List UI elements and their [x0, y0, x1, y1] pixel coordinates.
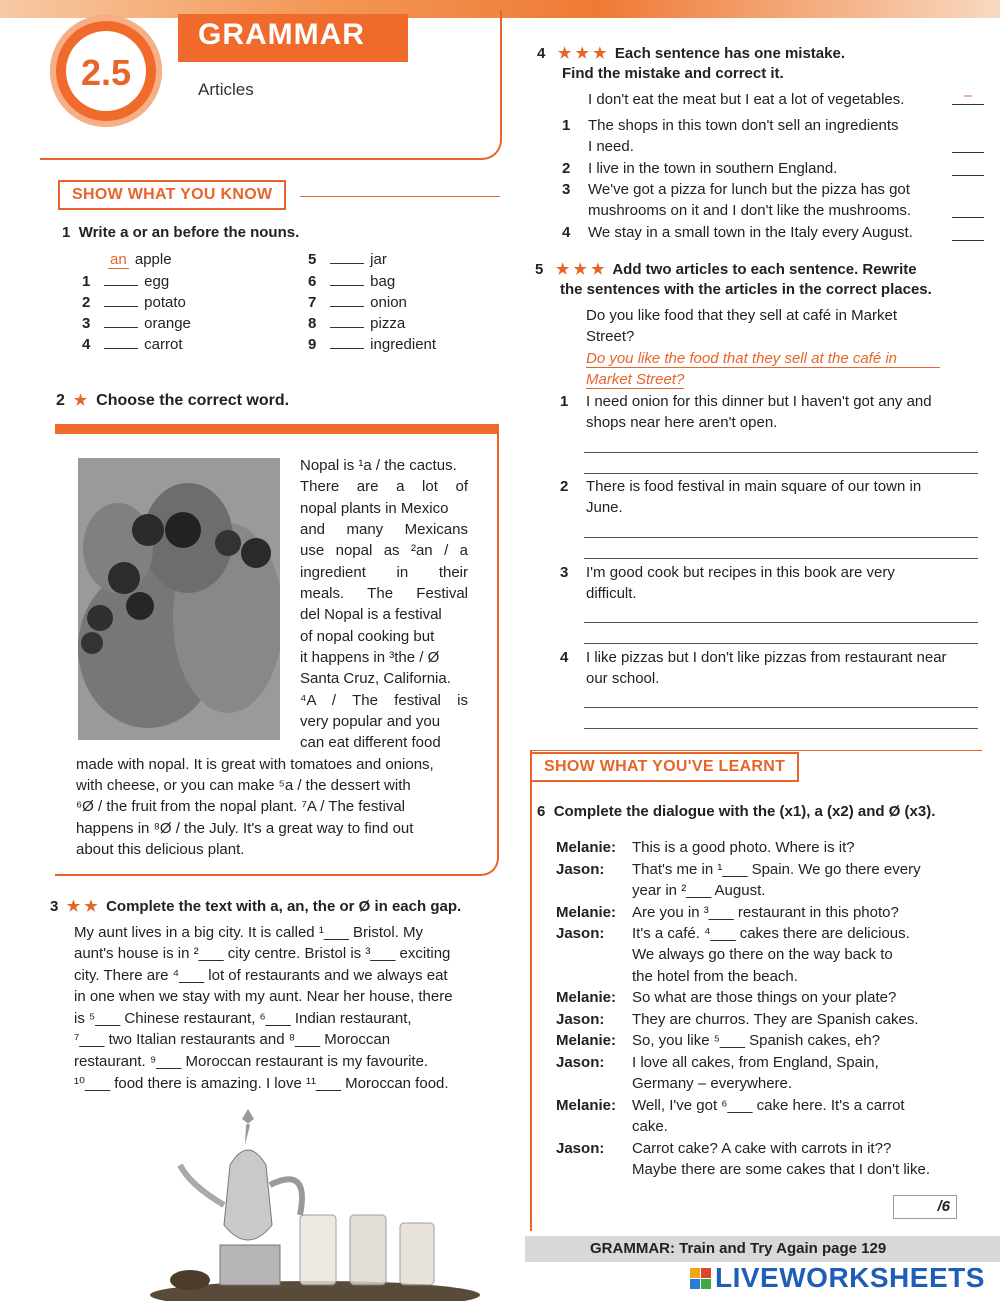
dialogue-line[interactable]: Are you in ³___ restaurant in this photo?	[632, 904, 899, 921]
ex3-line-3[interactable]: city. There are ⁴___ lot of restaurants and we always eat	[74, 967, 448, 984]
ex1-example-word: apple	[134, 251, 172, 268]
dialogue-line[interactable]: That's me in ¹___ Spain. We go there every	[632, 861, 921, 878]
ex3-line-7[interactable]: restaurant. ⁹___ Moroccan restaurant is my favourite.	[74, 1053, 429, 1070]
ex3-title: 3 ★ ★ Complete the text with a, an, the or Ø in each gap.	[50, 898, 462, 915]
swyl-label: SHOW WHAT YOU'VE LEARNT	[530, 752, 799, 782]
dialogue-speaker: Jason:	[556, 1140, 605, 1157]
ex3-line-5[interactable]: is ⁵___ Chinese restaurant, ⁶___ Indian restaurant,	[74, 1010, 412, 1027]
ex5-item-2-num: 2	[560, 478, 569, 495]
ex4-item-3-num: 3	[562, 181, 571, 198]
ex4-title: 4 ★ ★ ★ Each sentence has one mistake.	[537, 45, 845, 62]
ex2-line-11: Santa Cruz, California.	[300, 670, 451, 687]
ex1-example-answer: an	[110, 251, 127, 268]
ex3-line-4: in one when we stay with my aunt. Near her house, there	[74, 988, 453, 1005]
ex4-item-3-l2: mushrooms on it and I don't like the mushrooms.	[588, 202, 912, 219]
dialogue-speaker: Melanie:	[556, 904, 617, 921]
dialogue-speaker: Jason:	[556, 861, 605, 878]
ex1-item-7: 7 onion	[308, 294, 407, 311]
topic-title: Articles	[198, 80, 254, 99]
ex2-line-17[interactable]: ⁶Ø / the fruit from the nopal plant. ⁷A / The festival	[76, 798, 405, 815]
ex5-item-4-l1: I like pizzas but I don't like pizzas from restaurant near	[586, 649, 947, 666]
ex2-line-2: There are a lot of	[300, 478, 468, 495]
ex5-write-line[interactable]	[584, 643, 978, 644]
dialogue-line: Carrot cake? A cake with carrots in it??	[632, 1140, 892, 1157]
dialogue-line: the hotel from the beach.	[632, 968, 798, 985]
ex5-item-3-l2: difficult.	[586, 585, 637, 602]
ex3-line-1[interactable]: My aunt lives in a big city. It is called ¹___ Bristol. My	[74, 924, 424, 941]
swyk-rule	[300, 196, 500, 197]
dialogue-speaker: Melanie:	[556, 1032, 617, 1049]
ex4-item-1-num: 1	[562, 117, 571, 134]
ex5-title: 5 ★ ★ ★ Add two articles to each sentence. Rewrite	[535, 261, 917, 278]
ex3-line-8[interactable]: ¹⁰___ food there is amazing. I love ¹¹___ Moroccan food.	[74, 1075, 449, 1092]
ex1-title-text: Write a or an before the nouns.	[78, 224, 300, 241]
teapot-illustration	[150, 1105, 480, 1301]
ex1-item-9: 9 ingredient	[308, 336, 437, 353]
ex1-example	[106, 251, 172, 269]
dialogue-speaker: Jason:	[556, 925, 605, 942]
dialogue-speaker: Melanie:	[556, 839, 617, 856]
ex1-blank-7[interactable]	[330, 294, 364, 307]
ex1-item-3: 3 orange	[82, 315, 191, 332]
ex5-write-line[interactable]	[584, 558, 978, 559]
star-icon: ★	[73, 392, 88, 409]
ex1-blank-6[interactable]	[330, 273, 364, 286]
ex5-item-1-l2: shops near here aren't open.	[586, 414, 778, 431]
ex2-line-15: made with nopal. It is great with tomatoes and onions,	[76, 756, 434, 773]
star-icon: ★ ★	[66, 898, 98, 915]
ex1-item-6: 6 bag	[308, 273, 396, 290]
star-icon: ★ ★ ★	[557, 45, 607, 62]
ex4-example: I don't eat the meat but I eat a lot of vegetables.	[588, 91, 905, 108]
ex5-example-1: Do you like food that they sell at café in Market	[586, 307, 897, 324]
ex5-answer-1: Do you like the food that they sell at the café in	[586, 350, 940, 368]
ex5-write-line[interactable]	[584, 452, 978, 453]
dialogue-speaker: Jason:	[556, 1054, 605, 1071]
dialogue-line: I love all cakes, from England, Spain,	[632, 1054, 879, 1071]
ex2-line-12[interactable]: ⁴A / The festival is	[300, 692, 468, 709]
ex1-title	[62, 224, 299, 241]
ex5-item-3-l1: I'm good cook but recipes in this book are very	[586, 564, 895, 581]
ex2-title: 2 ★ Choose the correct word.	[56, 392, 290, 409]
brand-name: LIVEWORKSHEETS	[715, 1262, 985, 1293]
ex5-item-3-num: 3	[560, 564, 569, 581]
ex4-answer-4[interactable]	[952, 240, 984, 241]
ex2-line-19: about this delicious plant.	[76, 841, 245, 858]
cactus-photo	[78, 458, 280, 740]
dialogue-line: So what are those things on your plate?	[632, 989, 897, 1006]
star-icon: ★ ★ ★	[555, 261, 605, 278]
ex4-item-2-num: 2	[562, 160, 571, 177]
dialogue-line: Maybe there are some cakes that I don't like.	[632, 1161, 931, 1178]
section-title: GRAMMAR	[198, 18, 365, 51]
ex1-blank-8[interactable]	[330, 315, 364, 328]
ex3-line-2[interactable]: aunt's house is in ²___ city centre. Bristol is ³___ exciting	[74, 945, 451, 962]
ex4-item-4-l1: We stay in a small town in the Italy every August.	[588, 224, 913, 241]
ex2-line-18[interactable]: happens in ⁸Ø / the July. It's a great way to find out	[76, 820, 414, 837]
ex4-answer-1[interactable]	[952, 152, 984, 153]
ex4-item-1-l2: I need.	[588, 138, 634, 155]
ex1-blank-9[interactable]	[330, 336, 364, 349]
ex2-line-16[interactable]: with cheese, or you can make ⁵a / the dessert with	[76, 777, 411, 794]
ex1-item-4: 4 carrot	[82, 336, 183, 353]
ex1-num: 1	[62, 224, 71, 241]
ex5-item-2-l2: June.	[586, 499, 623, 516]
ex1-item-1: 1 egg	[82, 273, 170, 290]
ex1-blank-5[interactable]	[330, 251, 364, 264]
dialogue-line[interactable]: So, you like ⁵___ Spanish cakes, eh?	[632, 1032, 881, 1049]
ex2-line-5: use nopal as ²an / a	[300, 542, 468, 559]
ex1-blank-4[interactable]	[104, 336, 138, 349]
ex5-title2: the sentences with the articles in the correct places.	[560, 281, 932, 298]
footer-text[interactable]: GRAMMAR: Train and Try Again page 129	[590, 1240, 887, 1257]
ex5-write-line[interactable]	[584, 473, 978, 474]
ex5-write-line[interactable]	[584, 537, 978, 538]
ex4-item-1-l1: The shops in this town don't sell an ingredients	[588, 117, 899, 134]
ex5-write-line[interactable]	[584, 707, 978, 708]
unit-number: 2.5	[80, 52, 132, 93]
ex4-answer-2[interactable]	[952, 175, 984, 176]
ex5-item-4-l2: our school.	[586, 670, 660, 687]
ex2-line-8: del Nopal is a festival	[300, 606, 442, 623]
swyk-label: SHOW WHAT YOU KNOW	[58, 180, 286, 210]
dialogue-speaker: Jason:	[556, 1011, 605, 1028]
ex2-line-10[interactable]: it happens in ³the / Ø	[300, 649, 440, 666]
ex5-item-1-num: 1	[560, 393, 569, 410]
ex4-item-3-l1: We've got a pizza for lunch but the pizza has got	[588, 181, 910, 198]
ex5-example-2: Street?	[586, 328, 635, 345]
ex4-answer-3[interactable]	[952, 217, 984, 218]
ex5-answer-2: Market Street?	[586, 371, 685, 388]
dialogue-line: They are churros. They are Spanish cakes.	[632, 1011, 919, 1028]
ex1-blank-1[interactable]	[104, 273, 138, 286]
ex2-line-9: of nopal cooking but	[300, 628, 435, 645]
dialogue-line: We always go there on the way back to	[632, 946, 893, 963]
ex2-line-6: ingredient in their	[300, 564, 468, 581]
ex3-line-6[interactable]: ⁷___ two Italian restaurants and ⁸___ Moroccan	[74, 1031, 391, 1048]
dialogue-line[interactable]: Well, I've got ⁶___ cake here. It's a carrot	[632, 1097, 905, 1114]
dialogue-line: This is a good photo. Where is it?	[632, 839, 855, 856]
dialogue-line: cake.	[632, 1118, 668, 1135]
ex4-item-2-l1: I live in the town in southern England.	[588, 160, 838, 177]
dialogue-line: Germany – everywhere.	[632, 1075, 793, 1092]
ex5-item-1-l1: I need onion for this dinner but I haven't got any and	[586, 393, 932, 410]
ex1-item-2: 2 potato	[82, 294, 186, 311]
ex5-write-line[interactable]	[584, 622, 978, 623]
ex1-blank-2[interactable]	[104, 294, 138, 307]
ex2-line-1: Nopal is ¹a / the cactus.	[300, 457, 457, 474]
dialogue-line[interactable]: It's a café. ⁴___ cakes there are delicious.	[632, 925, 910, 942]
ex4-example-answer: –	[952, 87, 984, 105]
ex1-item-8: 8 pizza	[308, 315, 406, 332]
ex5-item-4-num: 4	[560, 649, 569, 666]
brand-icon	[690, 1268, 711, 1289]
ex4-item-4-num: 4	[562, 224, 571, 241]
ex6-title: 6 Complete the dialogue with the (x1), a (x2) and Ø (x3).	[537, 803, 936, 820]
dialogue-speaker: Melanie:	[556, 1097, 617, 1114]
brand-logo	[690, 1262, 985, 1294]
dialogue-line[interactable]: year in ²___ August.	[632, 882, 766, 899]
dialogue-speaker: Melanie:	[556, 989, 617, 1006]
ex2-line-13: very popular and you	[300, 713, 441, 730]
ex2-line-14: can eat different food	[300, 734, 441, 751]
ex1-blank-3[interactable]	[104, 315, 138, 328]
ex4-title2: Find the mistake and correct it.	[562, 65, 784, 82]
ex2-line-4: and many Mexicans	[300, 521, 468, 538]
ex5-write-line[interactable]	[584, 728, 978, 729]
ex2-line-3: nopal plants in Mexico	[300, 500, 449, 517]
ex5-item-2-l1: There is food festival in main square of our town in	[586, 478, 922, 495]
ex2-line-7: meals. The Festival	[300, 585, 468, 602]
score-box: /6	[893, 1195, 957, 1219]
ex1-item-5: 5 jar	[308, 251, 387, 268]
